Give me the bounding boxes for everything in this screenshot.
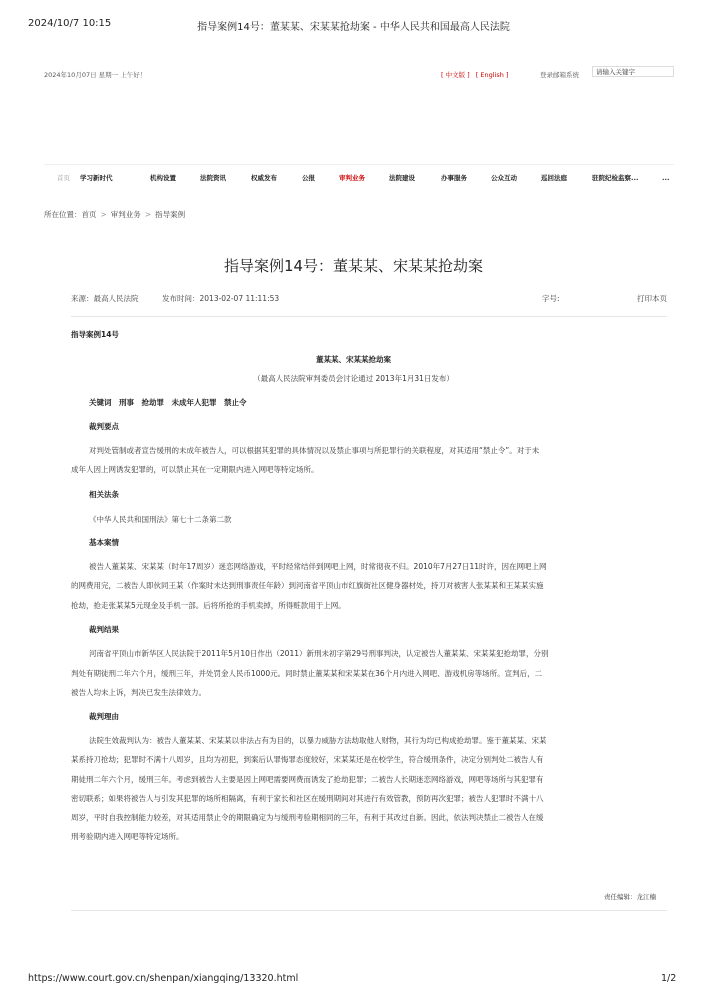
- nav-item-supervision[interactable]: 驻院纪检监察...: [592, 174, 639, 182]
- breadcrumb-home[interactable]: 首页: [81, 210, 97, 219]
- paragraph-line: 期徒刑二年六个月，缓刑三年。考虑到被告人主要是因上网吧需要网费而诱发了抢劫犯罪；二被告人长期迷恋网络游戏，网吧等场所与其犯罪有: [71, 775, 544, 784]
- print-page-number: 1/2: [661, 973, 677, 984]
- nav-item-trial[interactable]: 审判业务: [339, 174, 365, 182]
- breadcrumb-trial[interactable]: 审判业务: [110, 210, 141, 219]
- date-greeting: 2024年10月07日 星期一 上午好！: [44, 71, 147, 79]
- nav-item-home[interactable]: 首页: [57, 174, 70, 182]
- paragraph-line: 抢劫，抢走张某某5元现金及手机一部。后将所抢的手机卖掉，所得赃款用于上网。: [71, 601, 346, 610]
- nav-item-gazette[interactable]: 公报: [302, 174, 315, 182]
- article-source: 来源：最高人民法院: [71, 294, 139, 303]
- paragraph-line: 判处有期徒刑二年六个月，缓刑三年，并处罚金人民币1000元。同时禁止董某某和宋某某在36个月内进入网吧、游戏机房等场所。宣判后，二: [71, 669, 543, 678]
- main-nav: [44, 164, 674, 191]
- paragraph-line: 被告人董某某、宋某某（时年17周岁）迷恋网络游戏，平时经常结伴到网吧上网，时常彻夜不归。2010年7月27日11时许，因在网吧上网: [89, 562, 547, 571]
- keywords: 关键词 刑事 抢劫罪 未成年人犯罪 禁止令: [89, 398, 247, 407]
- language-switch: [441, 70, 512, 79]
- paragraph-line: 成年人因上网诱发犯罪的，可以禁止其在一定期限内进入网吧等特定场所。: [71, 465, 319, 474]
- nav-item-services[interactable]: 办事服务: [441, 174, 467, 182]
- paragraph-line: 某系持刀抢劫；犯罪时不满十八周岁，且均为初犯，到案后认罪悔罪态度较好，宋某某还是在校学生，符合缓刑条件，决定分别判处二被告人有: [71, 755, 544, 764]
- nav-item-organization[interactable]: 机构设置: [150, 174, 176, 182]
- case-number: 指导案例14号: [71, 330, 119, 339]
- paragraph-line: 被告人均未上诉，判决已发生法律效力。: [71, 688, 206, 697]
- chevron-right-icon: >: [100, 210, 107, 219]
- case-subtitle: （最高人民法院审判委员会讨论通过 2013年1月31日发布）: [253, 374, 454, 383]
- article-title: 指导案例14号：董某某、宋某某抢劫案: [223, 257, 484, 275]
- section-heading: 相关法条: [89, 490, 119, 499]
- article-date: 发布时间：2013-02-07 11:11:53: [162, 294, 280, 303]
- chevron-right-icon: >: [144, 210, 152, 219]
- paragraph-line: 周岁，平时自我控制能力较差，对其适用禁止令的期限确定为与缓刑考验期相同的三年，有利于其改过自新。因此，依法判决禁止二被告人在缓: [71, 813, 544, 822]
- paragraph-line: 的网费用完，二被告人即伙同王某（作案时未达到刑事责任年龄）到河南省平顶山市红旗街社区健身器材处，持刀对被害人张某某和王某某实施: [71, 581, 544, 590]
- breadcrumb: [44, 209, 185, 220]
- section-heading: 基本案情: [89, 538, 119, 547]
- print-datetime: 2024/10/7 10:15: [28, 18, 112, 29]
- print-button[interactable]: 打印本页: [637, 294, 667, 303]
- section-heading: 裁判理由: [89, 712, 119, 721]
- mail-login-link[interactable]: 登录邮箱系统: [540, 71, 579, 79]
- print-url: https://www.court.gov.cn/shenpan/xiangqing/13320.html: [28, 973, 299, 984]
- breadcrumb-guiding-cases[interactable]: 指导案例: [155, 210, 186, 219]
- paragraph-line: 河南省平顶山市新华区人民法院于2011年5月10日作出（2011）新刑未初字第29号刑事判决，认定被告人董某某、宋某某犯抢劫罪，分别: [89, 649, 549, 658]
- article-meta: [71, 293, 667, 305]
- nav-item-more[interactable]: ...: [662, 174, 670, 182]
- font-size-control[interactable]: 字号:: [542, 294, 560, 303]
- paragraph-line: 对判处管制或者宣告缓刑的未成年被告人，可以根据其犯罪的具体情况以及禁止事项与所犯罪行的关联程度，对其适用“禁止令”。对于未: [89, 446, 540, 455]
- nav-item-releases[interactable]: 权威发布: [251, 174, 277, 182]
- paragraph-line: 密切联系；如果将被告人与引发其犯罪的场所相隔离，有利于家长和社区在缓刑期间对其进行有效管教，预防再次犯罪；被告人犯罪时不满十八: [71, 794, 544, 803]
- print-page-title: 指导案例14号：董某某、宋某某抢劫案 - 中华人民共和国最高人民法院: [197, 22, 510, 33]
- search-input[interactable]: 请输入关键字: [592, 66, 674, 77]
- section-heading: 裁判要点: [89, 422, 119, 431]
- lang-english-link[interactable]: [ English ]: [475, 71, 509, 79]
- divider: [71, 910, 667, 911]
- lang-chinese-link[interactable]: [ 中文版 ]: [441, 71, 470, 79]
- nav-item-interaction[interactable]: 公众互动: [491, 174, 517, 182]
- paragraph-line: 法院生效裁判认为：被告人董某某、宋某某以非法占有为目的，以暴力威胁方法劫取他人财物，其行为均已构成抢劫罪。鉴于董某某、宋某: [89, 736, 547, 745]
- section-heading: 裁判结果: [89, 625, 119, 634]
- nav-item-study[interactable]: 学习新时代: [80, 174, 113, 182]
- divider: [71, 316, 667, 317]
- nav-item-circuit-court[interactable]: 巡回法庭: [541, 174, 567, 182]
- responsible-editor: 责任编辑：龙江楠: [604, 893, 656, 901]
- paragraph-line: 《中华人民共和国刑法》第七十二条第二款: [89, 515, 232, 524]
- breadcrumb-label: 所在位置：: [44, 210, 82, 219]
- nav-item-news[interactable]: 法院资讯: [200, 174, 226, 182]
- paragraph-line: 刑考验期内进入网吧等特定场所。: [71, 832, 184, 841]
- nav-item-construction[interactable]: 法院建设: [389, 174, 415, 182]
- case-title: 董某某、宋某某抢劫案: [316, 355, 391, 364]
